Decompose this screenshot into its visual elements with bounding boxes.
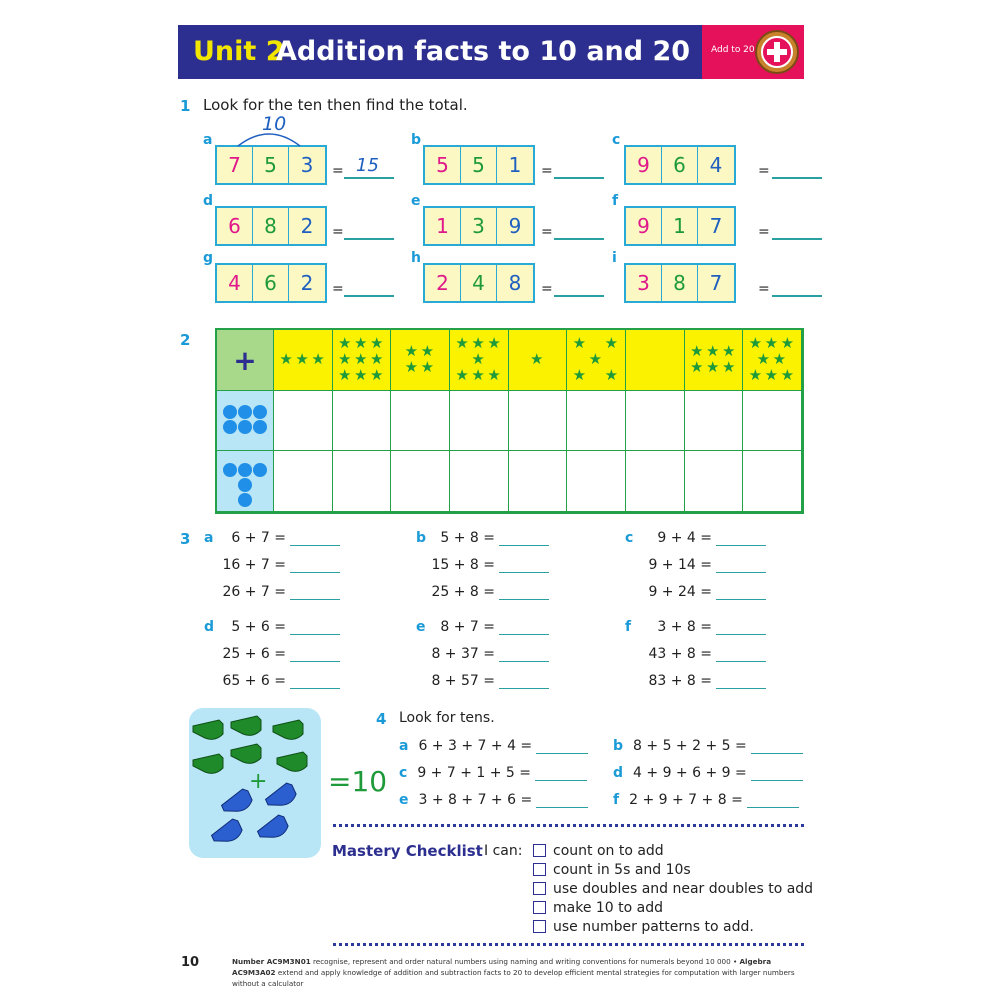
answer-blank[interactable] <box>772 177 822 179</box>
star-icon: ★ <box>689 342 704 361</box>
dot-header-cell <box>217 391 274 452</box>
q3-sum-text: 83 + 8 = <box>648 673 712 689</box>
q1-number-box <box>624 263 736 303</box>
star-icon: ★ <box>420 342 435 361</box>
star-icon: ★ <box>756 350 771 369</box>
q1-digit: 8 <box>662 265 698 301</box>
answer-blank[interactable] <box>290 634 340 635</box>
checklist-item[interactable] <box>533 881 813 897</box>
question-1-number: 1 <box>180 97 191 115</box>
checkbox-icon[interactable] <box>533 844 546 857</box>
q3-sum-text: 3 + 8 = <box>657 619 712 635</box>
answer-blank[interactable] <box>499 634 549 635</box>
answer-blank[interactable] <box>751 753 803 754</box>
checklist-text: count on to add <box>553 843 664 859</box>
q1-equals: = <box>332 163 344 179</box>
whistle-picture <box>189 708 321 858</box>
star-icon: ★ <box>487 334 501 353</box>
answer-blank[interactable] <box>772 238 822 240</box>
whistle-icon <box>209 817 244 847</box>
answer-blank[interactable] <box>290 688 340 689</box>
q1-equals: = <box>332 224 344 240</box>
star-icon: ★ <box>780 334 795 353</box>
checklist-item[interactable] <box>533 843 664 859</box>
star-header-cell <box>391 330 450 391</box>
q4-item-label: c <box>399 765 408 781</box>
answer-blank[interactable] <box>751 780 803 781</box>
q1-equals: = <box>541 224 553 240</box>
answer-cell[interactable] <box>391 391 450 452</box>
q3-group-label: c <box>625 530 634 546</box>
counter-dot-icon <box>253 463 267 477</box>
star-icon: ★ <box>764 334 779 353</box>
q1-item-label: h <box>411 250 421 266</box>
topic-badge-text: Add to 20 <box>711 45 755 55</box>
question-1-instruction: Look for the ten then find the total. <box>203 96 468 114</box>
q1-digit: 6 <box>662 147 698 183</box>
answer-cell[interactable] <box>685 391 744 452</box>
q3-sum-text: 9 + 4 = <box>657 530 712 546</box>
q4-sum-text: 9 + 7 + 1 + 5 = <box>417 765 532 781</box>
footer-code-2: Algebra AC9M3A02 <box>232 957 772 977</box>
checklist-item[interactable] <box>533 862 691 878</box>
whistle-icon <box>255 813 290 843</box>
picture-plus: + <box>249 769 268 794</box>
answer-blank[interactable] <box>290 545 340 546</box>
q4-item <box>399 765 587 781</box>
dot-header-cell <box>217 451 274 512</box>
q1-number-box <box>215 263 327 303</box>
q1-item-label: c <box>612 132 621 148</box>
q3-sum-row <box>231 619 340 635</box>
q3-sum-text: 9 + 14 = <box>648 557 712 573</box>
counter-dot-icon <box>253 420 267 434</box>
q4-item-label: b <box>613 738 624 754</box>
answer-cell[interactable] <box>391 451 450 512</box>
answer-blank[interactable] <box>536 753 588 754</box>
counter-dot-icon <box>238 463 252 477</box>
q3-sum-row <box>440 530 549 546</box>
star-header-cell <box>626 330 685 391</box>
star-header-cell <box>450 330 509 391</box>
counter-dot-icon <box>238 478 252 492</box>
q4-item <box>613 765 803 781</box>
q1-item-label: a <box>203 132 213 148</box>
answer-blank[interactable] <box>554 177 604 179</box>
star-icon: ★ <box>353 334 368 353</box>
answer-blank[interactable] <box>554 295 604 297</box>
q1-equals: = <box>541 281 553 297</box>
star-header-cell <box>333 330 392 391</box>
q3-sum-text: 8 + 57 = <box>431 673 495 689</box>
counter-dot-icon <box>238 493 252 507</box>
q1-item-label: g <box>203 250 214 266</box>
answer-cell[interactable] <box>743 451 802 512</box>
checkbox-icon[interactable] <box>533 901 546 914</box>
star-icon: ★ <box>337 334 352 353</box>
q4-item <box>399 792 588 808</box>
q1-digit: 4 <box>461 265 497 301</box>
q4-sum-text: 3 + 8 + 7 + 6 = <box>418 792 533 808</box>
whistle-icon <box>273 720 303 739</box>
answer-blank[interactable] <box>535 780 587 781</box>
checklist-text: use doubles and near doubles to add <box>553 881 814 897</box>
footer-code-1: Number AC9M3N01 <box>232 957 311 966</box>
checklist-text: count in 5s and 10s <box>553 862 691 878</box>
q1-number-box <box>423 206 535 246</box>
checklist-text: make 10 to add <box>553 900 664 916</box>
answer-blank[interactable] <box>499 661 549 662</box>
q3-sum-text: 25 + 6 = <box>222 646 286 662</box>
q1-digit: 7 <box>217 147 253 183</box>
answer-blank[interactable] <box>499 545 549 546</box>
curriculum-footer <box>232 956 802 989</box>
unit-title: Addition facts to 10 and 20 <box>276 36 691 67</box>
unit-label: Unit 2 <box>193 36 285 67</box>
whistles-icon <box>189 708 321 858</box>
answer-cell[interactable] <box>743 391 802 452</box>
star-icon: ★ <box>604 366 619 385</box>
whistle-icon <box>231 744 261 763</box>
plus-operator: + <box>233 344 257 377</box>
q3-sum-row <box>440 619 549 635</box>
star-icon: ★ <box>471 334 485 353</box>
ten-annotation: 10 <box>262 113 287 135</box>
star-icon: ★ <box>772 350 787 369</box>
q1-number-box <box>624 206 736 246</box>
star-icon: ★ <box>748 366 763 385</box>
q3-group-label: d <box>204 619 215 635</box>
answer-blank[interactable] <box>499 572 549 573</box>
star-icon: ★ <box>471 350 485 369</box>
q1-number-box <box>423 145 535 185</box>
answer-blank[interactable] <box>716 661 766 662</box>
star-icon: ★ <box>471 366 485 385</box>
answer-cell[interactable] <box>685 451 744 512</box>
question-2-number: 2 <box>180 331 191 349</box>
q1-equals: = <box>758 163 770 179</box>
q1-digit: 7 <box>709 214 723 238</box>
answer-cell[interactable] <box>509 451 568 512</box>
q1-number-box <box>624 145 736 185</box>
star-icon: ★ <box>420 358 435 377</box>
q3-sum-row <box>222 557 340 573</box>
q3-group-label: f <box>625 619 632 635</box>
checklist-item[interactable] <box>533 900 663 916</box>
answer-cell[interactable] <box>450 451 509 512</box>
q1-digit: 1 <box>662 208 698 244</box>
q1-equals: = <box>332 281 344 297</box>
star-icon: ★ <box>404 358 419 377</box>
whistle-icon <box>193 754 223 773</box>
question-4-number: 4 <box>376 710 387 728</box>
answer-blank[interactable] <box>554 238 604 240</box>
answer-blank[interactable] <box>290 661 340 662</box>
q1-number-box <box>215 206 327 246</box>
q1-digit: 5 <box>425 147 461 183</box>
q4-sum-text: 2 + 9 + 7 + 8 = <box>629 792 743 808</box>
counter-dot-icon <box>238 405 252 419</box>
equals-ten: =10 <box>328 765 388 798</box>
q3-sum-text: 43 + 8 = <box>648 646 712 662</box>
whistle-icon <box>263 781 298 811</box>
q4-item <box>613 738 803 754</box>
q3-sum-row <box>431 646 549 662</box>
star-icon: ★ <box>721 342 736 361</box>
star-header-cell <box>274 330 333 391</box>
star-icon: ★ <box>353 350 368 369</box>
answer-blank[interactable] <box>716 634 766 635</box>
q1-digit: 3 <box>626 265 662 301</box>
star-icon: ★ <box>705 342 720 361</box>
answer-blank[interactable] <box>344 295 394 297</box>
q1-digit: 1 <box>508 153 522 177</box>
star-icon: ★ <box>764 366 779 385</box>
checkbox-icon[interactable] <box>533 920 546 933</box>
star-icon: ★ <box>529 350 544 369</box>
q4-sum-text: 8 + 5 + 2 + 5 = <box>633 738 747 754</box>
q1-equals: = <box>758 224 770 240</box>
answer-cell[interactable] <box>333 391 392 452</box>
question-4-instruction: Look for tens. <box>399 710 495 726</box>
q4-item-label: d <box>613 765 624 781</box>
q1-digit: 4 <box>709 153 723 177</box>
star-icon: ★ <box>337 366 352 385</box>
q3-sum-text: 5 + 6 = <box>231 619 286 635</box>
star-icon: ★ <box>369 366 384 385</box>
q3-sum-row <box>431 584 549 600</box>
answer-cell[interactable] <box>567 451 626 512</box>
q1-item-label: b <box>411 132 422 148</box>
q1-digit: 8 <box>253 208 289 244</box>
star-icon: ★ <box>588 350 603 369</box>
whistle-icon <box>277 752 307 771</box>
q1-digit: 7 <box>709 271 723 295</box>
q1-digit: 3 <box>300 153 314 177</box>
q1-item-label: d <box>203 193 214 209</box>
plus-emblem-icon <box>755 30 799 74</box>
q3-sum-text: 8 + 7 = <box>440 619 495 635</box>
answer-blank[interactable] <box>536 807 588 808</box>
checklist-item[interactable] <box>533 919 754 935</box>
q3-group-label: b <box>416 530 427 546</box>
whistle-icon <box>231 716 261 735</box>
counter-dot-icon <box>253 405 267 419</box>
q1-answer: 15 <box>356 155 379 176</box>
q3-sum-row <box>648 646 766 662</box>
counter-dot-icon <box>223 420 237 434</box>
q1-digit: 6 <box>217 208 253 244</box>
answer-blank[interactable] <box>716 688 766 689</box>
q3-sum-row <box>431 557 549 573</box>
q4-sum-text: 4 + 9 + 6 + 9 = <box>633 765 747 781</box>
answer-blank[interactable] <box>772 295 822 297</box>
counter-dot-icon <box>223 463 237 477</box>
answer-blank[interactable] <box>344 177 394 179</box>
q3-sum-text: 25 + 8 = <box>431 584 495 600</box>
mastery-title: Mastery Checklist <box>332 842 483 860</box>
answer-cell[interactable] <box>333 451 392 512</box>
q1-item-label: e <box>411 193 421 209</box>
star-icon: ★ <box>455 366 469 385</box>
star-icon: ★ <box>689 358 704 377</box>
star-icon: ★ <box>780 366 795 385</box>
q3-sum-text: 26 + 7 = <box>222 584 286 600</box>
q3-sum-row <box>431 673 549 689</box>
answer-cell[interactable] <box>274 451 333 512</box>
star-icon: ★ <box>604 334 619 353</box>
answer-cell[interactable] <box>626 391 685 452</box>
q3-group-label: e <box>416 619 426 635</box>
q4-item <box>399 738 588 754</box>
addition-grid <box>215 328 804 514</box>
answer-cell[interactable] <box>626 451 685 512</box>
answer-blank[interactable] <box>290 599 340 600</box>
q3-sum-text: 8 + 37 = <box>431 646 495 662</box>
q1-digit: 9 <box>508 214 522 238</box>
q3-group-label: a <box>204 530 214 546</box>
q3-sum-text: 9 + 24 = <box>648 584 712 600</box>
q3-sum-row <box>231 530 340 546</box>
q1-number-box <box>215 145 327 185</box>
star-icon: ★ <box>295 350 309 369</box>
answer-cell[interactable] <box>274 391 333 452</box>
star-icon: ★ <box>311 350 325 369</box>
star-icon: ★ <box>572 334 587 353</box>
q1-digit: 2 <box>300 271 314 295</box>
q1-digit: 2 <box>300 214 314 238</box>
answer-blank[interactable] <box>499 599 549 600</box>
q3-sum-text: 65 + 6 = <box>222 673 286 689</box>
q3-sum-row <box>648 584 766 600</box>
whistle-icon <box>193 720 223 739</box>
star-header-cell <box>567 330 626 391</box>
answer-blank[interactable] <box>499 688 549 689</box>
checkbox-icon[interactable] <box>533 882 546 895</box>
q1-digit: 8 <box>508 271 522 295</box>
star-header-cell <box>685 330 744 391</box>
star-header-cell <box>509 330 568 391</box>
star-icon: ★ <box>705 358 720 377</box>
star-icon: ★ <box>369 350 384 369</box>
mastery-lead: I can: <box>484 843 523 859</box>
footer-text-1: recognise, represent and order natural numbers using naming and writing conventions for numerals beyond 10 000 • <box>310 957 740 966</box>
checkbox-icon[interactable] <box>533 863 546 876</box>
q1-digit: 5 <box>461 147 497 183</box>
answer-cell[interactable] <box>450 391 509 452</box>
q3-sum-text: 15 + 8 = <box>431 557 495 573</box>
question-3-number: 3 <box>180 530 191 548</box>
divider-top <box>333 824 804 827</box>
answer-blank[interactable] <box>344 238 394 240</box>
star-icon: ★ <box>337 350 352 369</box>
star-icon: ★ <box>572 366 587 385</box>
q3-sum-row <box>222 584 340 600</box>
answer-blank[interactable] <box>716 599 766 600</box>
star-icon: ★ <box>279 350 293 369</box>
answer-blank[interactable] <box>290 572 340 573</box>
answer-cell[interactable] <box>509 391 568 452</box>
q3-sum-row <box>648 557 766 573</box>
q3-sum-row <box>222 646 340 662</box>
operator-cell <box>217 330 274 391</box>
counter-dot-icon <box>238 420 252 434</box>
q1-digit: 6 <box>253 265 289 301</box>
star-icon: ★ <box>353 366 368 385</box>
star-header-cell <box>743 330 802 391</box>
star-icon: ★ <box>369 334 384 353</box>
answer-blank[interactable] <box>716 572 766 573</box>
q1-digit: 9 <box>626 147 662 183</box>
q1-digit: 1 <box>425 208 461 244</box>
answer-cell[interactable] <box>567 391 626 452</box>
q1-item-label: f <box>612 193 619 209</box>
star-icon: ★ <box>721 358 736 377</box>
q3-sum-text: 16 + 7 = <box>222 557 286 573</box>
q4-sum-text: 6 + 3 + 7 + 4 = <box>418 738 533 754</box>
q3-sum-row <box>222 673 340 689</box>
q3-sum-text: 5 + 8 = <box>440 530 495 546</box>
answer-blank[interactable] <box>747 807 799 808</box>
star-icon: ★ <box>455 334 469 353</box>
q1-digit: 2 <box>425 265 461 301</box>
q1-number-box <box>423 263 535 303</box>
q1-equals: = <box>758 281 770 297</box>
q3-sum-row <box>657 530 766 546</box>
counter-dot-icon <box>223 405 237 419</box>
q3-sum-row <box>657 619 766 635</box>
star-icon: ★ <box>404 342 419 361</box>
q1-digit: 4 <box>217 265 253 301</box>
q4-item <box>613 792 799 808</box>
checklist-text: use number patterns to add. <box>553 919 754 935</box>
star-icon: ★ <box>487 366 501 385</box>
q1-item-label: i <box>612 250 617 266</box>
q3-sum-text: 6 + 7 = <box>231 530 286 546</box>
q4-item-label: e <box>399 792 409 808</box>
q1-digit: 3 <box>461 208 497 244</box>
q4-item-label: f <box>613 792 620 808</box>
footer-text-2: extend and apply knowledge of addition and subtraction facts to 20 to develop efficient mental strategies for computation with larger numbers without a calculator <box>232 968 795 988</box>
page-number: 10 <box>181 955 200 970</box>
q1-equals: = <box>541 163 553 179</box>
q3-sum-row <box>648 673 766 689</box>
q1-digit: 9 <box>626 208 662 244</box>
star-icon: ★ <box>748 334 763 353</box>
divider-bottom <box>333 943 804 946</box>
q4-item-label: a <box>399 738 409 754</box>
answer-blank[interactable] <box>716 545 766 546</box>
q1-digit: 5 <box>253 147 289 183</box>
